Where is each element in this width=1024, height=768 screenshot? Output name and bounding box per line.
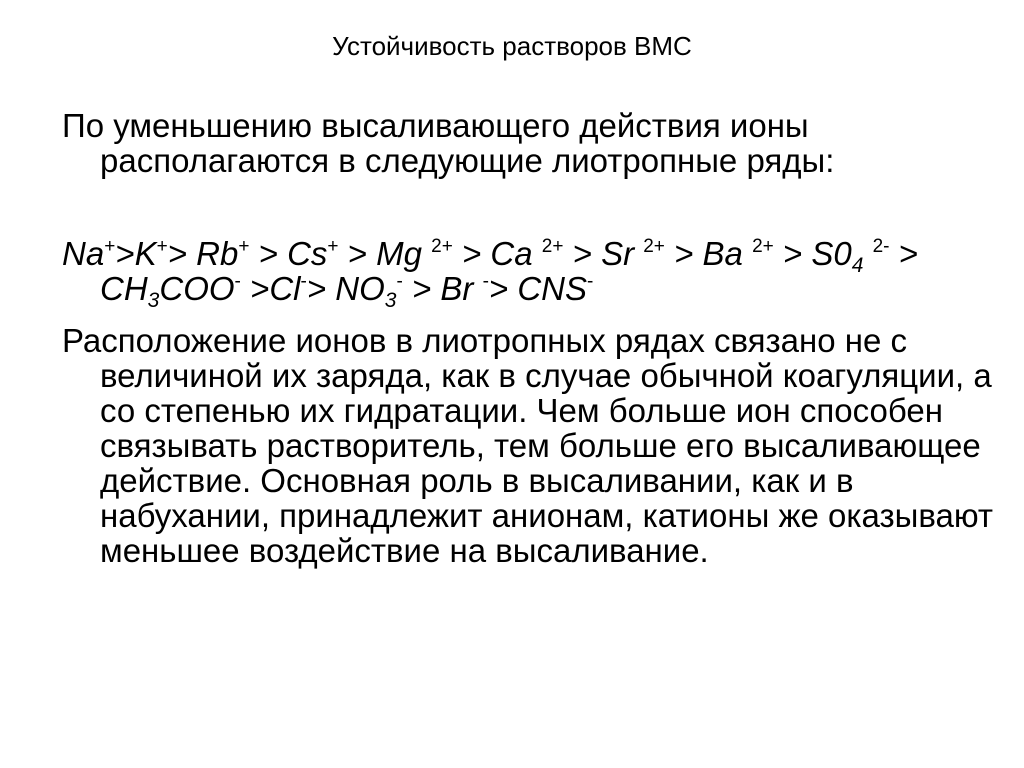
ion-term [396, 270, 440, 307]
ion-term [440, 270, 517, 307]
ion-separator: > [306, 270, 336, 307]
ion-separator: > [240, 270, 270, 307]
ion-term [135, 235, 197, 272]
ion-separator: > [488, 270, 518, 307]
ion-subscript: 3 [384, 289, 397, 312]
ion-symbol: CNS [517, 270, 588, 307]
ion-charge: 2+ [541, 236, 564, 257]
ion-symbol: Ca [490, 235, 542, 272]
lyotropic-ion-series [62, 235, 1010, 312]
ion-charge: + [327, 236, 339, 257]
ion-symbol: Cl [269, 270, 301, 307]
ion-symbol: CH [100, 270, 148, 307]
ion-symbol: Na [62, 235, 105, 272]
ion-separator: > [773, 235, 812, 272]
ion-term [287, 235, 376, 272]
ion-symbol: S0 [811, 235, 852, 272]
ion-charge: 2+ [752, 236, 774, 257]
ion-term [490, 235, 601, 272]
ion-symbol: Mg [376, 235, 432, 272]
ion-term [62, 235, 135, 272]
ion-term [863, 235, 927, 272]
ion-term [335, 270, 397, 312]
ion-separator: > [889, 235, 928, 272]
ion-charge: + [104, 236, 116, 257]
ion-separator: > [664, 235, 703, 272]
ion-symbol: K [134, 235, 157, 272]
ion-charge: - [587, 271, 594, 292]
ion-charge: 2+ [643, 236, 665, 257]
ion-term [376, 235, 490, 272]
ion-symbol: Br [440, 270, 483, 307]
ion-term [269, 270, 335, 307]
ion-symbol: Sr [601, 235, 644, 272]
ion-charge: - [396, 271, 403, 292]
ion-charge: - [234, 271, 241, 292]
ion-symbol: NO [335, 270, 385, 307]
ion-term [196, 235, 287, 272]
ion-separator: > [167, 235, 197, 272]
ion-charge: - [300, 271, 307, 292]
ion-term [517, 270, 593, 307]
ion-charge: + [238, 236, 250, 257]
ion-term [811, 235, 864, 277]
ion-term [601, 235, 702, 272]
ion-symbol: COO [159, 270, 235, 307]
ion-symbol [863, 235, 872, 272]
ion-separator: > [452, 235, 491, 272]
ion-charge: 2- [872, 236, 890, 257]
ion-charge: - [482, 271, 489, 292]
intro-paragraph: По уменьшению высаливающего действия ионы располагаются в следующие лиотропные ряды: [62, 107, 835, 179]
ion-charge: + [156, 236, 168, 257]
ion-separator: > [563, 235, 602, 272]
ion-separator: > [115, 235, 135, 272]
ion-separator: > [402, 270, 441, 307]
ion-subscript: 4 [851, 254, 864, 277]
ion-separator: > [249, 235, 288, 272]
ion-term [703, 235, 812, 272]
ion-separator: > [338, 235, 377, 272]
explanation-paragraph: Расположение ионов в лиотропных рядах связано не с величиной их заряда, как в случае обычной коагуляции, а со степенью их гидратации. Чем больше ион способен связывать растворитель, тем больше его высаливающее действие. Основная роль в высаливании, как и в набухании, принадлежит анионам, катионы же оказывают меньшее воздействие на высаливание. [62, 322, 994, 569]
ion-term [159, 270, 269, 307]
ion-symbol: Rb [196, 235, 239, 272]
ion-symbol: Ba [702, 235, 753, 272]
ion-subscript: 3 [147, 289, 160, 312]
ion-symbol: Cs [287, 235, 328, 272]
ion-term [100, 270, 160, 312]
slide-title: Устойчивость растворов ВМС [332, 31, 692, 61]
ion-charge: 2+ [431, 236, 453, 257]
